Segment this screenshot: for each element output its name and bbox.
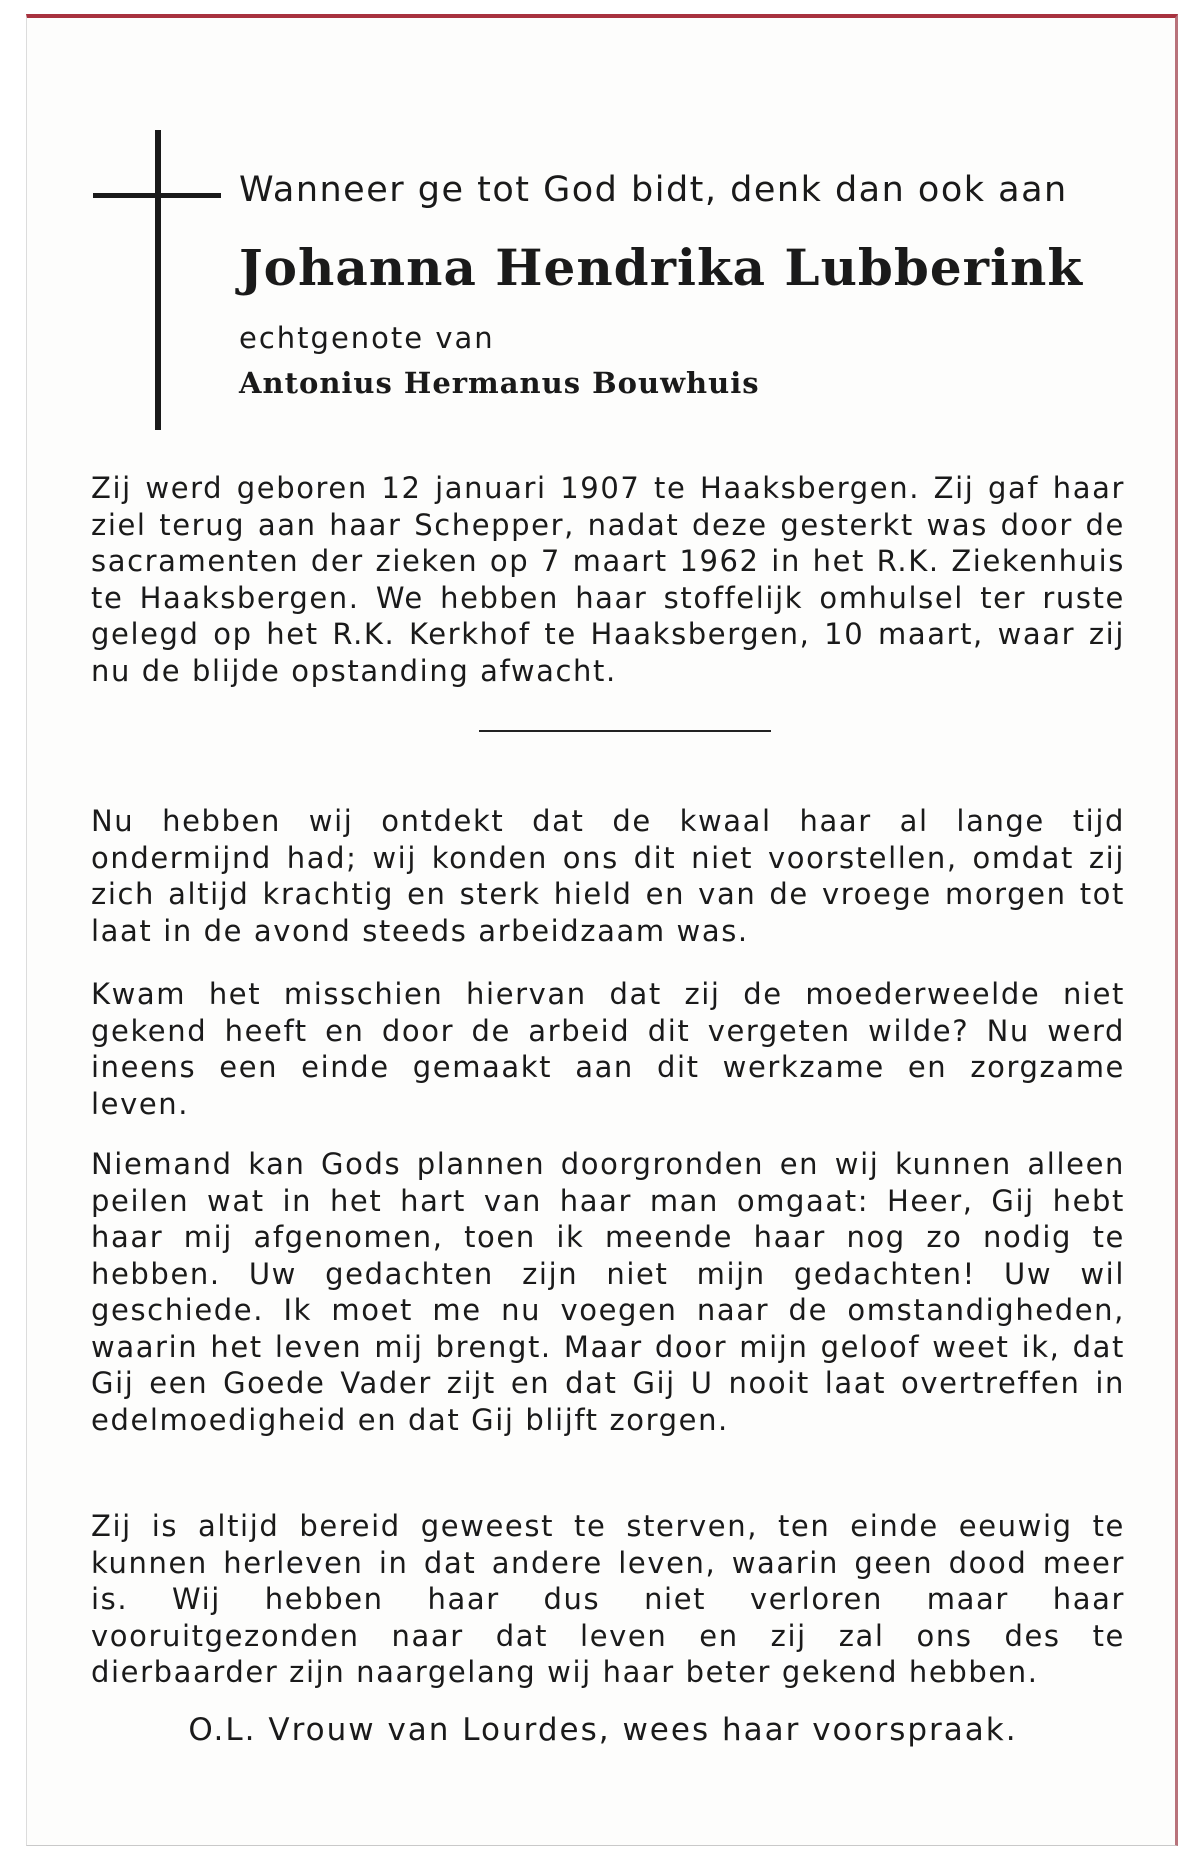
deceased-name: Johanna Hendrika Lubberink [239,238,1083,297]
closing-invocation: O.L. Vrouw van Lourdes, wees haar voorspraak. [188,1712,1018,1748]
spouse-name: Antonius Hermanus Bouwhuis [239,366,760,400]
faith-paragraph: Zij is altijd bereid geweest te sterven, ten einde eeuwig te kunnen herleven in dat andere leven, waarin geen dood meer is. Wij hebben haar dus niet verloren maar haar vooruitgezonden naar dat leven en zij zal ons des te dierbaarder zijn naargelang wij haar beter gekend hebben. [91,1509,1125,1689]
cross-icon [155,130,161,430]
memorial-card [26,14,1178,1846]
life-paragraph: Kwam het misschien hiervan dat zij de moederweelde niet gekend heeft en door de arbeid dit vergeten wilde? Nu werd ineens een einde gemaakt aan dit werkzame en zorgzame leven. [91,977,1125,1121]
spouse-label: echtgenote van [239,321,495,355]
husband-prayer-paragraph: Niemand kan Gods plannen doorgronden en wij kunnen alleen peilen wat in het hart van haar man omgaat: Heer, Gij hebt haar mij afgenomen, toen ik meende haar nog zo nodig te hebben. Uw gedachten zijn niet mijn gedachten! Uw wil geschiede. Ik moet me nu voegen naar de omstandigheden, waarin het leven mij brengt. Maar door mijn geloof weet ik, dat Gij een Goede Vader zijt en dat Gij U nooit laat overtreffen in edelmoedigheid en dat Gij blijft zorgen. [91,1147,1125,1437]
disease-paragraph: Nu hebben wij ontdekt dat de kwaal haar al lange tijd ondermijnd had; wij konden ons dit niet voorstellen, omdat zij zich altijd krachtig en sterk hield en van de vroege morgen tot laat in de avond steeds arbeidzaam was. [91,804,1125,948]
prayer-line: Wanneer ge tot God bidt, denk dan ook aan [239,170,1068,210]
card-header [239,168,1119,402]
cross-icon-crossbar [93,193,221,198]
section-divider [479,730,771,732]
birth-death-paragraph: Zij werd geboren 12 januari 1907 te Haaksbergen. Zij gaf haar ziel terug aan haar Schepper, nadat deze gesterkt was door de sacramenten der zieken op 7 maart 1962 in het R.K. Ziekenhuis te Haaksbergen. We hebben haar stoffelijk omhulsel ter ruste gelegd op het R.K. Kerkhof te Haaksbergen, 10 maart, waar zij nu de blijde opstanding afwacht. [91,471,1125,688]
